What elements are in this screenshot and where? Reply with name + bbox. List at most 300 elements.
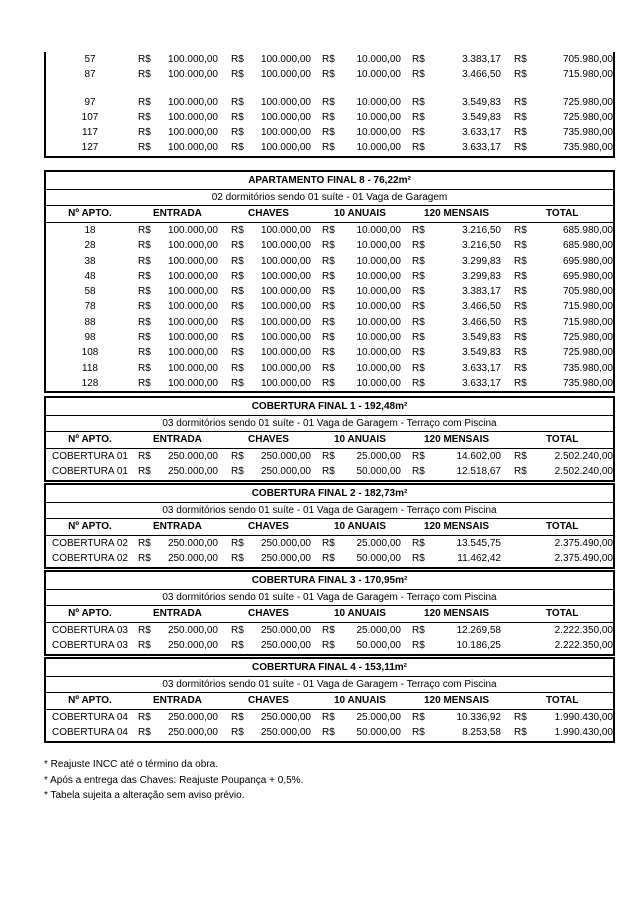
mensais-value: 12.518,67 <box>456 466 501 478</box>
currency-symbol: R$ <box>412 727 425 739</box>
mensais-value: 3.549,83 <box>462 96 501 108</box>
cob2-table <box>44 483 615 569</box>
currency-symbol: R$ <box>231 332 244 344</box>
table-row <box>46 330 613 345</box>
currency-symbol: R$ <box>322 466 335 478</box>
entrada-value: 100.000,00 <box>167 301 218 313</box>
currency-symbol: R$ <box>322 142 335 154</box>
currency-symbol: R$ <box>138 301 151 313</box>
currency-symbol: R$ <box>514 316 527 328</box>
table-title: COBERTURA FINAL 2 - 182,73m² <box>46 485 613 503</box>
currency-symbol: R$ <box>138 332 151 344</box>
apt-number: 118 <box>82 362 98 374</box>
currency-symbol: R$ <box>412 255 425 267</box>
currency-symbol: R$ <box>514 712 527 723</box>
total-value: 1.990.430,00 <box>554 712 613 723</box>
entrada-value: 100.000,00 <box>167 240 218 252</box>
chaves-value: 100.000,00 <box>260 255 311 267</box>
currency-symbol: R$ <box>322 553 335 565</box>
table-row <box>46 710 613 725</box>
currency-symbol: R$ <box>412 625 425 636</box>
currency-symbol: R$ <box>138 316 151 328</box>
table-row <box>46 464 613 479</box>
currency-symbol: R$ <box>514 286 527 298</box>
currency-symbol: R$ <box>231 127 244 139</box>
currency-symbol: R$ <box>412 377 425 389</box>
entrada-value: 100.000,00 <box>167 69 218 81</box>
currency-symbol: R$ <box>412 316 425 328</box>
currency-symbol: R$ <box>322 625 335 636</box>
total-value: 725.980,00 <box>562 96 613 108</box>
currency-symbol: R$ <box>322 347 335 359</box>
anuais-value: 10.000,00 <box>356 96 401 108</box>
apt-number: COBERTURA 03 <box>52 640 128 652</box>
footnotes <box>44 757 303 804</box>
currency-symbol: R$ <box>322 362 335 374</box>
table-title: COBERTURA FINAL 4 - 153,11m² <box>46 659 613 677</box>
currency-symbol: R$ <box>412 332 425 344</box>
entrada-value: 100.000,00 <box>167 316 218 328</box>
currency-symbol: R$ <box>322 301 335 313</box>
table-subtitle: 03 dormitórios sendo 01 suíte - 01 Vaga de Garagem - Terraço com Piscina <box>46 416 613 432</box>
currency-symbol: R$ <box>231 255 244 267</box>
total-value: 2.375.490,00 <box>554 538 613 549</box>
currency-symbol: R$ <box>231 142 244 154</box>
currency-symbol: R$ <box>412 712 425 723</box>
entrada-value: 100.000,00 <box>167 362 218 374</box>
currency-symbol: R$ <box>514 69 527 81</box>
currency-symbol: R$ <box>231 316 244 328</box>
total-value: 2.222.350,00 <box>554 640 613 652</box>
anuais-value: 25.000,00 <box>356 712 401 723</box>
total-value: 735.980,00 <box>562 142 613 154</box>
apt-number: 57 <box>84 54 96 65</box>
apt-number: 58 <box>84 286 96 298</box>
cob1-rows <box>46 449 613 480</box>
currency-symbol: R$ <box>138 625 151 636</box>
header-anuais: 10 ANUAIS <box>334 208 386 219</box>
header-total: TOTAL <box>546 434 579 445</box>
table-row <box>46 299 613 314</box>
chaves-value: 250.000,00 <box>260 553 311 565</box>
table-subtitle: 03 dormitórios sendo 01 suíte - 01 Vaga de Garagem - Terraço com Piscina <box>46 590 613 606</box>
table-header <box>46 693 613 710</box>
total-value: 685.980,00 <box>562 240 613 252</box>
apt-number: 48 <box>84 270 96 282</box>
chaves-value: 250.000,00 <box>260 727 311 739</box>
top-rows-b <box>46 95 613 156</box>
mensais-value: 14.602,00 <box>456 451 501 462</box>
mensais-value: 8.253,58 <box>462 727 501 739</box>
total-value: 705.980,00 <box>562 286 613 298</box>
currency-symbol: R$ <box>322 240 335 252</box>
anuais-value: 10.000,00 <box>356 286 401 298</box>
total-value: 715.980,00 <box>562 69 613 81</box>
currency-symbol: R$ <box>322 286 335 298</box>
chaves-value: 100.000,00 <box>260 332 311 344</box>
table-row <box>46 536 613 551</box>
currency-symbol: R$ <box>412 225 425 236</box>
apt-number: 28 <box>84 240 96 252</box>
table-row <box>46 125 613 140</box>
chaves-value: 100.000,00 <box>260 240 311 252</box>
apt-number: 87 <box>84 69 96 81</box>
apto8-table <box>44 170 615 393</box>
table-row <box>46 52 613 67</box>
apt-number: COBERTURA 02 <box>52 553 128 565</box>
anuais-value: 10.000,00 <box>356 316 401 328</box>
currency-symbol: R$ <box>322 538 335 549</box>
anuais-value: 10.000,00 <box>356 255 401 267</box>
currency-symbol: R$ <box>138 362 151 374</box>
mensais-value: 3.633,17 <box>462 127 501 139</box>
mensais-value: 3.549,83 <box>462 111 501 123</box>
table-title: COBERTURA FINAL 1 - 192,48m² <box>46 398 613 416</box>
header-mensais: 120 MENSAIS <box>424 208 490 219</box>
header-apt: Nº APTO. <box>68 608 112 619</box>
header-mensais: 120 MENSAIS <box>424 695 490 706</box>
table-title: COBERTURA FINAL 3 - 170,95m² <box>46 572 613 590</box>
currency-symbol: R$ <box>231 301 244 313</box>
anuais-value: 25.000,00 <box>356 451 401 462</box>
currency-symbol: R$ <box>412 286 425 298</box>
chaves-value: 250.000,00 <box>260 712 311 723</box>
apt-number: COBERTURA 02 <box>52 538 128 549</box>
currency-symbol: R$ <box>412 69 425 81</box>
entrada-value: 100.000,00 <box>167 127 218 139</box>
entrada-value: 100.000,00 <box>167 142 218 154</box>
table-row <box>46 623 613 638</box>
anuais-value: 50.000,00 <box>356 553 401 565</box>
header-apt: Nº APTO. <box>68 695 112 706</box>
table-row <box>46 284 613 299</box>
header-chaves: CHAVES <box>248 608 289 619</box>
header-entrada: ENTRADA <box>153 608 202 619</box>
total-value: 695.980,00 <box>562 270 613 282</box>
table-row <box>46 269 613 284</box>
currency-symbol: R$ <box>412 301 425 313</box>
header-entrada: ENTRADA <box>153 208 202 219</box>
chaves-value: 250.000,00 <box>260 466 311 478</box>
mensais-value: 12.269,58 <box>456 625 501 636</box>
apt-number: 108 <box>81 347 99 359</box>
entrada-value: 250.000,00 <box>167 466 218 478</box>
top-table <box>44 52 615 158</box>
currency-symbol: R$ <box>412 111 425 123</box>
currency-symbol: R$ <box>514 270 527 282</box>
total-value: 2.502.240,00 <box>554 451 613 462</box>
footnote: * Tabela sujeita a alteração sem aviso prévio. <box>44 790 245 801</box>
table-row <box>46 67 613 82</box>
currency-symbol: R$ <box>322 377 335 389</box>
entrada-value: 100.000,00 <box>167 377 218 389</box>
table-header <box>46 606 613 623</box>
chaves-value: 250.000,00 <box>260 451 311 462</box>
mensais-value: 3.633,17 <box>462 362 501 374</box>
mensais-value: 3.299,83 <box>462 255 501 267</box>
currency-symbol: R$ <box>514 332 527 344</box>
chaves-value: 100.000,00 <box>260 54 311 65</box>
header-apt: Nº APTO. <box>68 521 112 532</box>
entrada-value: 100.000,00 <box>167 111 218 123</box>
currency-symbol: R$ <box>138 270 151 282</box>
currency-symbol: R$ <box>138 255 151 267</box>
apt-number: 128 <box>81 377 99 389</box>
apt-number: COBERTURA 03 <box>52 625 128 636</box>
currency-symbol: R$ <box>412 640 425 652</box>
currency-symbol: R$ <box>322 69 335 81</box>
currency-symbol: R$ <box>231 712 244 723</box>
currency-symbol: R$ <box>514 111 527 123</box>
entrada-value: 250.000,00 <box>167 553 218 565</box>
table-row <box>46 376 613 391</box>
header-mensais: 120 MENSAIS <box>424 434 490 445</box>
apt-number: 97 <box>84 96 96 108</box>
chaves-value: 100.000,00 <box>260 286 311 298</box>
table-row <box>46 449 613 464</box>
currency-symbol: R$ <box>322 712 335 723</box>
currency-symbol: R$ <box>322 316 335 328</box>
header-anuais: 10 ANUAIS <box>334 521 386 532</box>
header-chaves: CHAVES <box>248 434 289 445</box>
currency-symbol: R$ <box>322 727 335 739</box>
total-value: 2.502.240,00 <box>554 466 613 478</box>
table-row <box>46 361 613 376</box>
currency-symbol: R$ <box>138 727 151 739</box>
header-chaves: CHAVES <box>248 695 289 706</box>
anuais-value: 10.000,00 <box>356 362 401 374</box>
currency-symbol: R$ <box>138 54 151 65</box>
header-total: TOTAL <box>546 608 579 619</box>
currency-symbol: R$ <box>514 225 527 236</box>
currency-symbol: R$ <box>322 451 335 462</box>
entrada-value: 100.000,00 <box>167 270 218 282</box>
anuais-value: 10.000,00 <box>356 111 401 123</box>
chaves-value: 100.000,00 <box>260 96 311 108</box>
cob3-rows <box>46 623 613 654</box>
currency-symbol: R$ <box>231 96 244 108</box>
entrada-value: 250.000,00 <box>167 538 218 549</box>
chaves-value: 100.000,00 <box>260 270 311 282</box>
anuais-value: 50.000,00 <box>356 727 401 739</box>
currency-symbol: R$ <box>412 54 425 65</box>
mensais-value: 3.383,17 <box>462 286 501 298</box>
table-row <box>46 638 613 653</box>
entrada-value: 250.000,00 <box>167 625 218 636</box>
entrada-value: 100.000,00 <box>167 255 218 267</box>
anuais-value: 10.000,00 <box>356 142 401 154</box>
mensais-value: 3.383,17 <box>462 54 501 65</box>
currency-symbol: R$ <box>514 347 527 359</box>
table-row <box>46 238 613 253</box>
currency-symbol: R$ <box>231 362 244 374</box>
anuais-value: 25.000,00 <box>356 538 401 549</box>
currency-symbol: R$ <box>138 142 151 154</box>
entrada-value: 100.000,00 <box>167 96 218 108</box>
currency-symbol: R$ <box>514 142 527 154</box>
currency-symbol: R$ <box>138 640 151 652</box>
mensais-value: 3.216,50 <box>462 240 501 252</box>
currency-symbol: R$ <box>514 54 527 65</box>
currency-symbol: R$ <box>138 69 151 81</box>
mensais-value: 10.336,92 <box>456 712 501 723</box>
total-value: 1.990.430,00 <box>554 727 613 739</box>
currency-symbol: R$ <box>322 225 335 236</box>
total-value: 705.980,00 <box>562 54 613 65</box>
apt-number: 127 <box>81 142 99 154</box>
total-value: 715.980,00 <box>562 316 613 328</box>
apt-number: 38 <box>84 255 96 267</box>
chaves-value: 100.000,00 <box>260 127 311 139</box>
footnote: * Reajuste INCC até o término da obra. <box>44 759 218 770</box>
entrada-value: 100.000,00 <box>167 286 218 298</box>
footnote: * Após a entrega das Chaves: Reajuste Poupança + 0,5%. <box>44 774 304 786</box>
anuais-value: 10.000,00 <box>356 127 401 139</box>
anuais-value: 10.000,00 <box>356 301 401 313</box>
apt-number: 98 <box>84 332 96 344</box>
table-header <box>46 519 613 536</box>
header-chaves: CHAVES <box>248 208 289 219</box>
table-row <box>46 223 613 238</box>
currency-symbol: R$ <box>514 301 527 313</box>
currency-symbol: R$ <box>231 270 244 282</box>
currency-symbol: R$ <box>138 466 151 478</box>
total-value: 725.980,00 <box>562 332 613 344</box>
total-value: 735.980,00 <box>562 127 613 139</box>
entrada-value: 100.000,00 <box>167 225 218 236</box>
apt-number: 117 <box>82 127 98 139</box>
currency-symbol: R$ <box>322 332 335 344</box>
chaves-value: 100.000,00 <box>260 347 311 359</box>
currency-symbol: R$ <box>322 255 335 267</box>
mensais-value: 13.545,75 <box>456 538 501 549</box>
total-value: 2.222.350,00 <box>554 625 613 636</box>
table-row <box>46 725 613 740</box>
currency-symbol: R$ <box>231 640 244 652</box>
currency-symbol: R$ <box>412 362 425 374</box>
entrada-value: 100.000,00 <box>167 332 218 344</box>
header-apt: Nº APTO. <box>68 434 112 445</box>
chaves-value: 100.000,00 <box>260 362 311 374</box>
currency-symbol: R$ <box>514 240 527 252</box>
currency-symbol: R$ <box>231 466 244 478</box>
anuais-value: 10.000,00 <box>356 240 401 252</box>
currency-symbol: R$ <box>138 111 151 123</box>
mensais-value: 3.633,17 <box>462 377 501 389</box>
header-entrada: ENTRADA <box>153 521 202 532</box>
cob4-table <box>44 657 615 743</box>
currency-symbol: R$ <box>138 96 151 108</box>
anuais-value: 10.000,00 <box>356 332 401 344</box>
currency-symbol: R$ <box>412 538 425 549</box>
total-value: 735.980,00 <box>562 377 613 389</box>
currency-symbol: R$ <box>412 127 425 139</box>
entrada-value: 250.000,00 <box>167 727 218 739</box>
currency-symbol: R$ <box>231 69 244 81</box>
currency-symbol: R$ <box>231 625 244 636</box>
table-subtitle: 02 dormitórios sendo 01 suíte - 01 Vaga de Garagem <box>46 190 613 206</box>
chaves-value: 100.000,00 <box>260 111 311 123</box>
chaves-value: 250.000,00 <box>260 538 311 549</box>
anuais-value: 25.000,00 <box>356 625 401 636</box>
anuais-value: 10.000,00 <box>356 54 401 65</box>
entrada-value: 100.000,00 <box>167 54 218 65</box>
currency-symbol: R$ <box>138 240 151 252</box>
currency-symbol: R$ <box>138 377 151 389</box>
currency-symbol: R$ <box>322 127 335 139</box>
total-value: 725.980,00 <box>562 347 613 359</box>
table-row <box>46 315 613 330</box>
header-chaves: CHAVES <box>248 521 289 532</box>
currency-symbol: R$ <box>231 538 244 549</box>
anuais-value: 10.000,00 <box>356 377 401 389</box>
mensais-value: 3.466,50 <box>462 316 501 328</box>
chaves-value: 250.000,00 <box>260 625 311 636</box>
header-anuais: 10 ANUAIS <box>334 434 386 445</box>
apt-number: COBERTURA 04 <box>52 727 128 739</box>
header-mensais: 120 MENSAIS <box>424 521 490 532</box>
currency-symbol: R$ <box>322 640 335 652</box>
currency-symbol: R$ <box>231 111 244 123</box>
table-row <box>46 345 613 360</box>
apt-number: 88 <box>84 316 96 328</box>
entrada-value: 250.000,00 <box>167 640 218 652</box>
mensais-value: 3.633,17 <box>462 142 501 154</box>
currency-symbol: R$ <box>138 553 151 565</box>
apt-number: 78 <box>84 301 96 313</box>
mensais-value: 3.299,83 <box>462 270 501 282</box>
anuais-value: 10.000,00 <box>356 69 401 81</box>
currency-symbol: R$ <box>412 553 425 565</box>
cob3-table <box>44 570 615 656</box>
header-apt: Nº APTO. <box>68 208 112 219</box>
table-row <box>46 551 613 566</box>
currency-symbol: R$ <box>412 270 425 282</box>
row-gap <box>46 83 613 95</box>
currency-symbol: R$ <box>138 286 151 298</box>
cob1-table <box>44 396 615 482</box>
total-value: 725.980,00 <box>562 111 613 123</box>
currency-symbol: R$ <box>138 538 151 549</box>
entrada-value: 250.000,00 <box>167 712 218 723</box>
header-total: TOTAL <box>546 521 579 532</box>
currency-symbol: R$ <box>514 377 527 389</box>
currency-symbol: R$ <box>412 142 425 154</box>
anuais-value: 10.000,00 <box>356 347 401 359</box>
currency-symbol: R$ <box>412 451 425 462</box>
header-entrada: ENTRADA <box>153 695 202 706</box>
currency-symbol: R$ <box>231 225 244 236</box>
currency-symbol: R$ <box>138 347 151 359</box>
table-subtitle: 03 dormitórios sendo 01 suíte - 01 Vaga de Garagem - Terraço com Piscina <box>46 677 613 693</box>
apt-number: 18 <box>84 225 96 236</box>
currency-symbol: R$ <box>231 240 244 252</box>
header-total: TOTAL <box>546 208 579 219</box>
currency-symbol: R$ <box>514 362 527 374</box>
header-anuais: 10 ANUAIS <box>334 695 386 706</box>
chaves-value: 100.000,00 <box>260 301 311 313</box>
apt-number: COBERTURA 04 <box>52 712 128 723</box>
currency-symbol: R$ <box>322 54 335 65</box>
currency-symbol: R$ <box>231 553 244 565</box>
apt-number: COBERTURA 01 <box>52 466 128 478</box>
header-entrada: ENTRADA <box>153 434 202 445</box>
mensais-value: 3.216,50 <box>462 225 501 236</box>
total-value: 735.980,00 <box>562 362 613 374</box>
anuais-value: 10.000,00 <box>356 225 401 236</box>
currency-symbol: R$ <box>231 347 244 359</box>
currency-symbol: R$ <box>322 96 335 108</box>
